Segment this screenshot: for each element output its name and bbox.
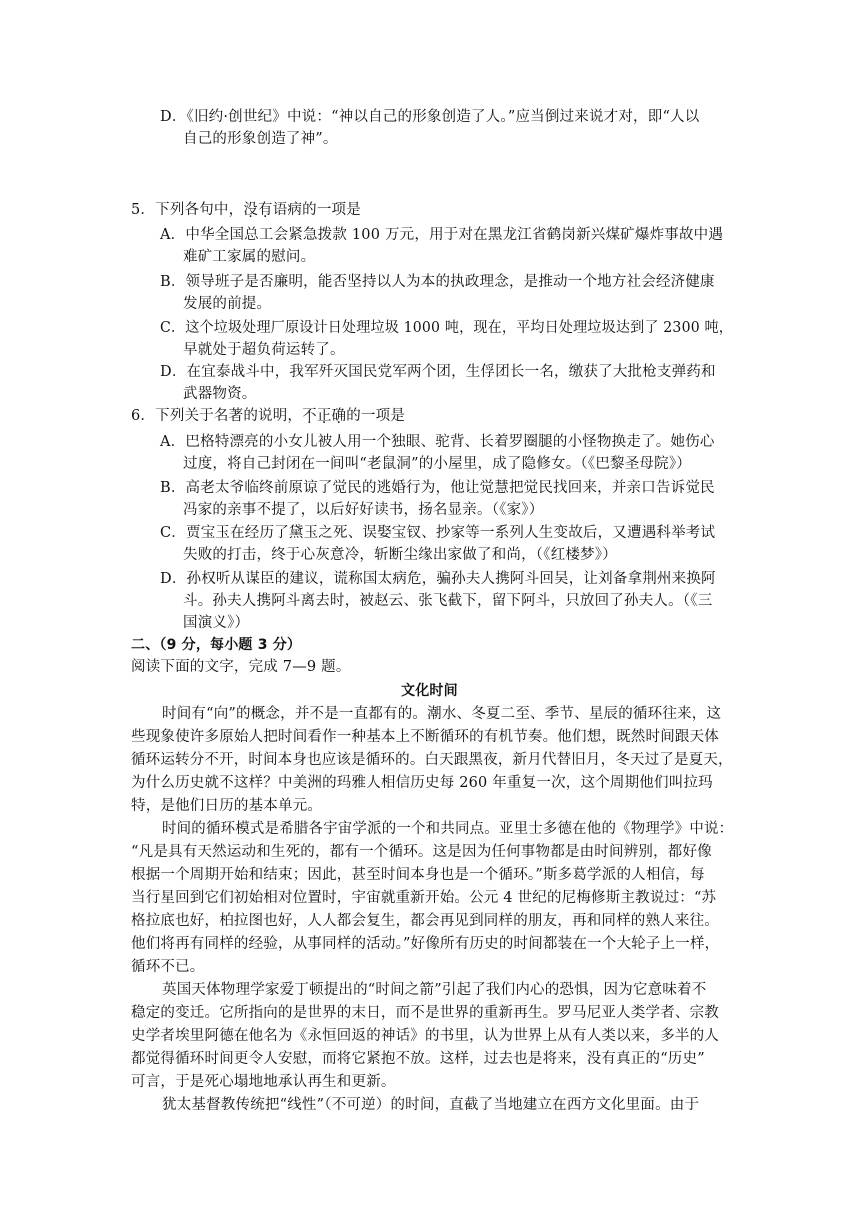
q6-option-a-line-2: 过度，将自己封闭在一间叫“老鼠洞”的小屋里，成了隐修女。（《巴黎圣母院》） xyxy=(183,456,691,472)
q5-option-d-line-2: 武器物资。 xyxy=(183,386,257,402)
article-line: 犹太基督教传统把“线性”（不可逆）的时间，直截了当地建立在西方文化里面。由于 xyxy=(162,1097,700,1113)
article-line: 当行星回到它们初始相对位置时，宇宙就重新开始。公元 4 世纪的尼梅修斯主教说过：“苏 xyxy=(131,890,717,906)
q6-stem-emphasis-1: 不 xyxy=(302,408,317,424)
article-line: 为什么历史就不这样？中美洲的玛雅人相信历史每 260 年重复一次，这个周期他们叫拉玛 xyxy=(131,775,713,791)
article-line: 时间的循环模式是希腊各宇宙学派的一个和共同点。亚里士多德在他的《物理学》中说： xyxy=(162,821,734,837)
article-line: 英国天体物理学家爱丁顿提出的“时间之箭”引起了我们内心的恐惧，因为它意味着不 xyxy=(162,982,707,998)
q5-stem-suffix: 语病的一项是 xyxy=(272,202,361,218)
q5-option-c-line-1: C．这个垃圾处理厂原设计日处理垃圾 1000 吨，现在，平均日处理垃圾达到了 2300 吨， xyxy=(160,320,734,336)
q5-stem xyxy=(131,199,361,221)
q5-stem-prefix: 5．下列各句中， xyxy=(131,202,244,218)
q5-stem-emphasis-1: 没 xyxy=(243,202,259,218)
article-title: 文化时间 xyxy=(401,683,458,699)
q5-option-c-line-2: 早就处于超负荷运转了。 xyxy=(183,342,345,358)
q5-option-d-line-1: D．在宜泰战斗中，我军歼灭国民党军两个团，生俘团长一名，缴获了大批枪支弹药和 xyxy=(160,364,716,380)
article-line: 循环不已。 xyxy=(131,959,205,975)
article-line: 都觉得循环时间更令人安慰，而将它紧抱不放。这样，过去也是将来，没有真正的“历史” xyxy=(131,1051,705,1067)
q6-stem-prefix: 6．下列关于名著的说明， xyxy=(131,408,303,424)
q5-stem-emphasis-2: 有 xyxy=(258,202,273,218)
article-line: 史学者埃里阿德在他名为《永恒回返的神话》的书里，认为世界上从有人类以来，多半的人 xyxy=(131,1028,719,1044)
q6-option-b-line-1: B．高老太爷临终前原谅了觉民的逃婚行为，他让觉慧把觉民找回来，并亲口告诉觉民 xyxy=(160,480,715,496)
article-line: 稳定的变迁。它所指向的是世界的末日，而不是世界的重新再生。罗马尼亚人类学者、宗教 xyxy=(131,1005,719,1021)
q5-option-b-line-2: 发展的前提。 xyxy=(183,296,272,312)
article-line: 循环运转分不开，时间本身也应该是循环的。白天跟黑夜，新月代替旧月，冬天过了是夏天， xyxy=(131,752,733,768)
article-line: 他们将再有同样的经验，从事同样的活动。”好像所有历史的时间都装在一个大轮子上一样， xyxy=(131,936,720,952)
section-heading: 二、（9 分，每小题 3 分） xyxy=(131,637,302,653)
q5-option-a-line-2: 难矿工家属的慰问。 xyxy=(183,249,316,265)
q5-option-a-line-1: A．中华全国总工会紧急拨款 100 万元，用于对在黑龙江省鹤岗新兴煤矿爆炸事故中遇 xyxy=(160,227,724,243)
q6-option-d-line-3: 国演义》） xyxy=(183,615,250,631)
q6-option-a-line-1: A．巴格特漂亮的小女儿被人用一个独眼、驼背、长着罗圈腿的小怪物换走了。她伤心 xyxy=(160,434,715,450)
article-line: 时间有“向”的概念，并不是一直都有的。潮水、冬夏二至、季节、星辰的循环往来，这 xyxy=(162,706,722,722)
q6-option-c-line-2: 失败的打击，终于心灰意冷，斩断尘缘出家做了和尚，（《红楼梦》） xyxy=(183,547,617,563)
q4-option-d-line-2: 自己的形象创造了神”。 xyxy=(183,131,338,147)
q6-option-d-line-1: D．孙权听从谋臣的建议，谎称国太病危，骗孙夫人携阿斗回吴，让刘备拿荆州来换阿 xyxy=(160,571,716,587)
article-line: 格拉底也好，柏拉图也好，人人都会复生，都会再见到同样的朋友，再和同样的熟人来往。 xyxy=(131,913,719,929)
section-instruction: 阅读下面的文字，完成 7—9 题。 xyxy=(131,659,351,675)
q6-stem-emphasis-2: 正 xyxy=(316,408,332,424)
q6-option-b-line-2: 冯家的亲事不提了，以后好好读书，扬名显亲。（《家》） xyxy=(183,502,544,518)
q6-option-d-line-2: 斗。孙夫人携阿斗离去时，被赵云、张飞截下，留下阿斗，只放回了孙夫人。（《三 xyxy=(183,593,713,609)
q6-stem-emphasis-3: 确 xyxy=(331,408,347,424)
article-line: 特，是他们日历的基本单元。 xyxy=(131,798,323,814)
article-line: 可言，于是死心塌地地承认再生和更新。 xyxy=(131,1074,396,1090)
q5-option-b-line-1: B．领导班子是否廉明，能否坚持以人为本的执政理念，是推动一个地方社会经济健康 xyxy=(160,274,715,290)
q6-stem xyxy=(131,405,405,427)
q6-option-c-line-1: C．贾宝玉在经历了黛玉之死、误娶宝钗、抄家等一系列人生变故后，又遭遇科举考试 xyxy=(160,525,716,541)
article-line: 根据一个周期开始和结束；因此，甚至时间本身也是一个循环。”斯多葛学派的人相信，每 xyxy=(131,867,705,883)
q6-stem-suffix: 的一项是 xyxy=(346,408,406,424)
article-line: “凡是具有天然运动和生死的，都有一个循环。这是因为任何事物都是由时间辨别，都好像 xyxy=(131,844,712,860)
q4-option-d-line-1: D．《旧约·创世纪》中说：“神以自己的形象创造了人。”应当倒过来说才对，即“人以 xyxy=(160,109,700,125)
article-line: 些现象使许多原始人把时间看作一种基本上不断循环的有机节奏。他们想，既然时间跟天体 xyxy=(131,729,719,745)
